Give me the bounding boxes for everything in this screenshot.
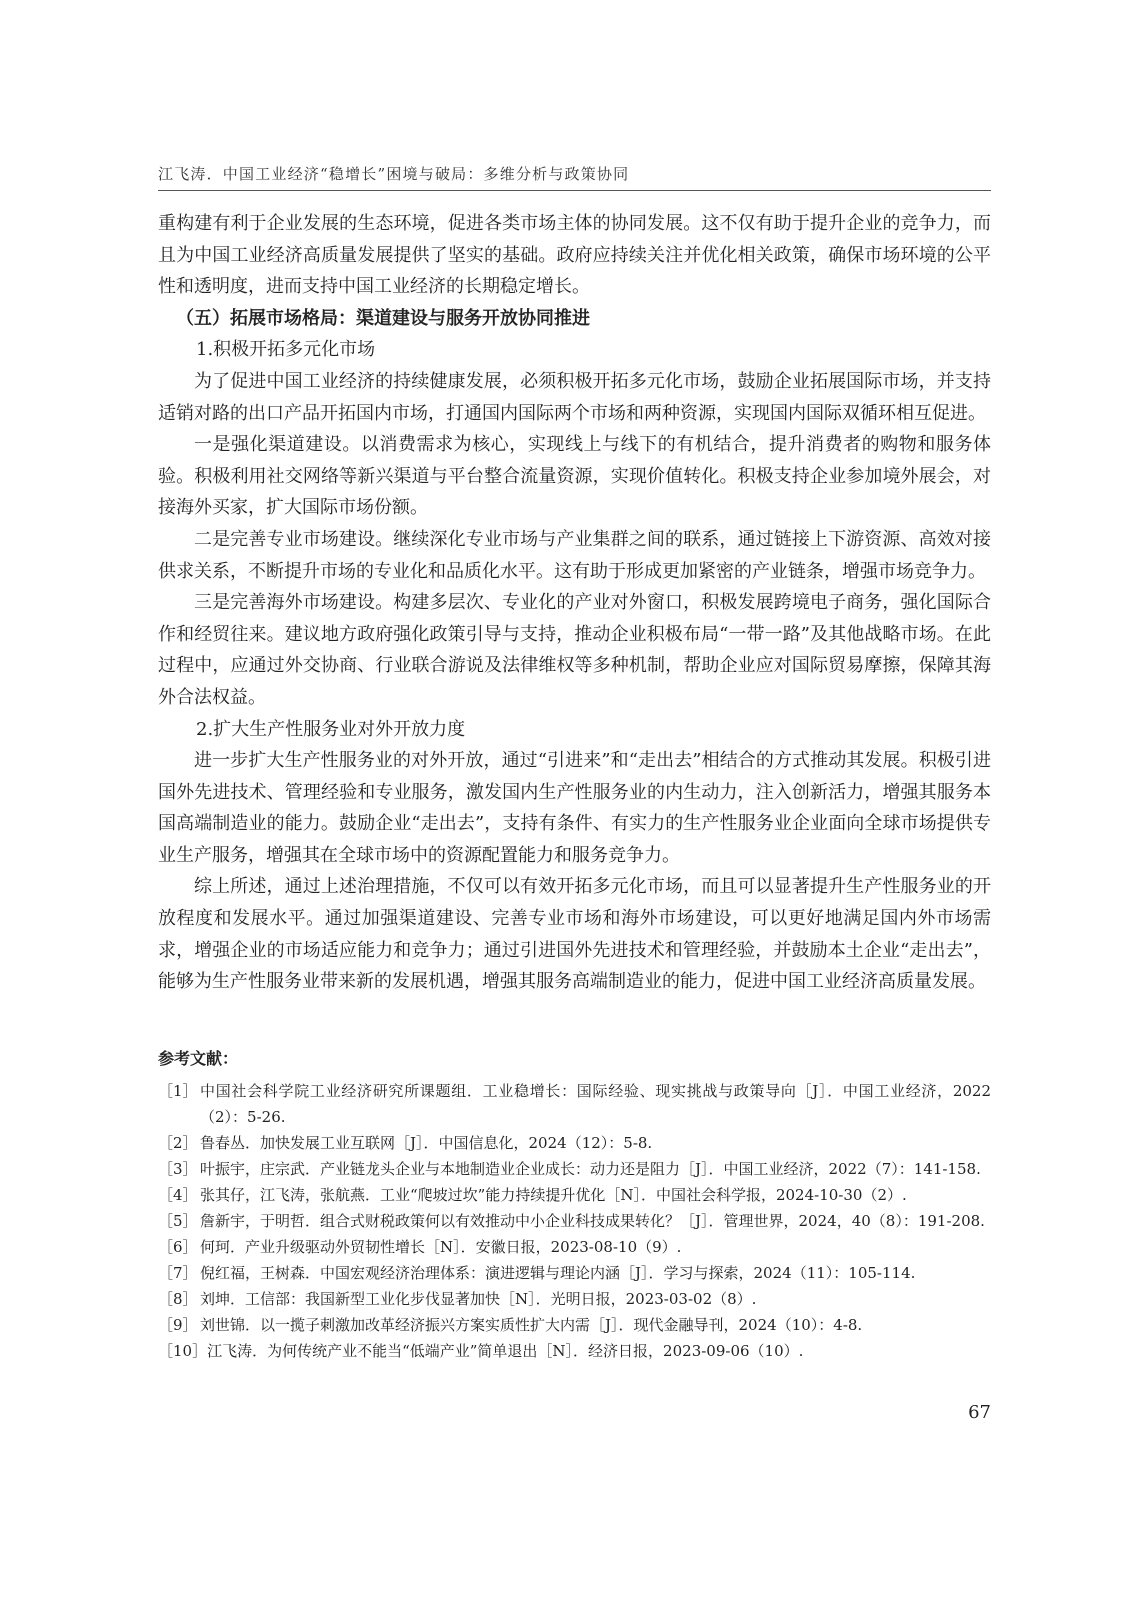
header-rule — [158, 190, 991, 191]
paragraph-service-opening: 进一步扩大生产性服务业的对外开放，通过“引进来”和“走出去”相结合的方式推动其发展。积极引进国外先进技术、管理经验和专业服务，激发国内生产性服务业的内生动力，注入创新活力，增强其服务本国高端制造业的能力。鼓励企业“走出去”，支持有条件、有实力的生产性服务业企业面向全球市场提供专业生产服务，增强其在全球市场中的资源配置能力和服务竞争力。 — [158, 750, 991, 866]
reference-text: 刘坤．工信部：我国新型工业化步伐显著加快［N］．光明日报，2023-03-02（8）. — [200, 1290, 757, 1308]
reference-text: 詹新宇，于明哲．组合式财税政策何以有效推动中小企业科技成果转化？［J］．管理世界，2024，40（8）：191-208. — [200, 1212, 985, 1230]
reference-number: ［7］ — [158, 1264, 198, 1282]
paragraph-channel-building: 一是强化渠道建设。以消费需求为核心，实现线上与线下的有机结合，提升消费者的购物和服务体验。积极利用社交网络等新兴渠道与平台整合流量资源，实现价值转化。积极支持企业参加境外展会，对接海外买家，扩大国际市场份额。 — [158, 434, 991, 519]
reference-item — [158, 1312, 991, 1338]
page-number: 67 — [968, 1402, 991, 1423]
reference-item — [158, 1182, 991, 1208]
reference-text: 刘世锦．以一揽子刺激加改革经济振兴方案实质性扩大内需［J］．现代金融导刊，2024（10）：4-8. — [200, 1316, 863, 1334]
reference-number: ［6］ — [158, 1238, 198, 1256]
reference-number: ［9］ — [158, 1316, 198, 1334]
paragraph-continued: 重构建有利于企业发展的生态环境，促进各类市场主体的协同发展。这不仅有助于提升企业的竞争力，而且为中国工业经济高质量发展提供了坚实的基础。政府应持续关注并优化相关政策，确保市场环境的公平性和透明度，进而支持中国工业经济的长期稳定增长。 — [158, 213, 991, 298]
reference-number: ［2］ — [158, 1134, 198, 1152]
reference-item — [158, 1078, 991, 1130]
reference-text: 张其仔，江飞涛，张航燕．工业“爬坡过坎”能力持续提升优化［N］．中国社会科学报，2024-10-30（2）. — [200, 1186, 907, 1204]
reference-item — [158, 1208, 991, 1234]
reference-item — [158, 1156, 991, 1182]
paragraph-diversified-markets: 为了促进中国工业经济的持续健康发展，必须积极开拓多元化市场，鼓励企业拓展国际市场，并支持适销对路的出口产品开拓国内市场，打通国内国际两个市场和两种资源，实现国内国际双循环相互促进。 — [158, 370, 991, 424]
subsection-heading-1: 1.积极开拓多元化市场 — [196, 339, 376, 361]
paragraph-professional-markets: 二是完善专业市场建设。继续深化专业市场与产业集群之间的联系，通过链接上下游资源、高效对接供求关系，不断提升市场的专业化和品质化水平。这有助于形成更加紧密的产业链条，增强市场竞争力。 — [158, 528, 991, 582]
paragraph-summary: 综上所述，通过上述治理措施，不仅可以有效开拓多元化市场，而且可以显著提升生产性服务业的开放程度和发展水平。通过加强渠道建设、完善专业市场和海外市场建设，可以更好地满足国内外市场需求，增强企业的市场适应能力和竞争力；通过引进国外先进技术和管理经验，并鼓励本土企业“走出去”，能够为生产性服务业带来新的发展机遇，增强其服务高端制造业的能力，促进中国工业经济高质量发展。 — [158, 876, 991, 993]
reference-item — [158, 1260, 991, 1286]
reference-item — [158, 1234, 991, 1260]
references-title: 参考文献： — [158, 1049, 239, 1068]
reference-item — [158, 1130, 991, 1156]
reference-text: 叶振宇，庄宗武．产业链龙头企业与本地制造业企业成长：动力还是阻力［J］．中国工业经济，2022（7）：141-158. — [200, 1160, 981, 1178]
reference-text: 何珂．产业升级驱动外贸韧性增长［N］．安徽日报，2023-08-10（9）. — [200, 1238, 682, 1256]
reference-text: 鲁春丛．加快发展工业互联网［J］．中国信息化，2024（12）：5-8. — [200, 1134, 653, 1152]
references — [158, 1046, 991, 1364]
paragraph-overseas-markets: 三是完善海外市场建设。构建多层次、专业化的产业对外窗口，积极发展跨境电子商务，强化国际合作和经贸往来。建议地方政府强化政策引导与支持，推动企业积极布局“一带一路”及其他战略市场。在此过程中，应通过外交协商、行业联合游说及法律维权等多种机制，帮助企业应对国际贸易摩擦，保障其海外合法权益。 — [158, 592, 991, 708]
reference-text: 江飞涛．为何传统产业不能当“低端产业”简单退出［N］．经济日报，2023-09-06（10）. — [207, 1342, 804, 1360]
subsection-heading-2: 2.扩大生产性服务业对外开放力度 — [196, 718, 466, 740]
reference-number: ［3］ — [158, 1160, 198, 1178]
reference-item — [158, 1338, 991, 1364]
section-heading-5: （五）拓展市场格局：渠道建设与服务开放协同推进 — [176, 307, 590, 329]
reference-number: ［5］ — [158, 1212, 198, 1230]
reference-number: ［1］ — [158, 1082, 198, 1100]
reference-text: 中国社会科学院工业经济研究所课题组．工业稳增长：国际经验、现实挑战与政策导向［J］．中国工业经济，2022（2）：5-26. — [200, 1082, 991, 1126]
reference-number: ［10］ — [158, 1342, 208, 1360]
reference-item — [158, 1286, 991, 1312]
reference-text: 倪红福，王树森．中国宏观经济治理体系：演进逻辑与理论内涵［J］．学习与探索，2024（11）：105-114. — [200, 1264, 916, 1282]
body-text — [158, 208, 991, 998]
reference-number: ［8］ — [158, 1290, 198, 1308]
running-header: 江飞涛．中国工业经济“稳增长”困境与破局：多维分析与政策协同 — [158, 165, 630, 183]
reference-number: ［4］ — [158, 1186, 198, 1204]
